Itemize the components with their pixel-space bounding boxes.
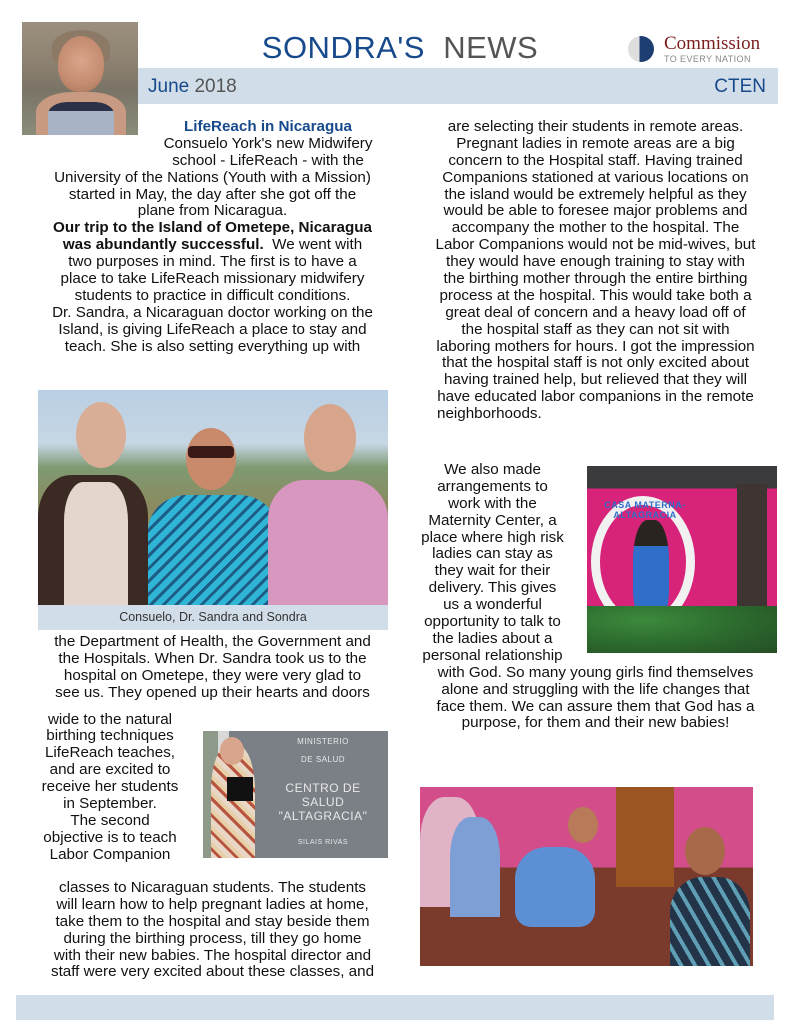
- text-line: place to take LifeReach missionary midwifery: [60, 270, 365, 288]
- article-left-after-photo: [20, 634, 405, 702]
- health-center-photo: [203, 731, 388, 858]
- bold-phrase: was abundantly successful.: [62, 236, 264, 254]
- footer-bar: [16, 995, 774, 1020]
- text-line: ladies can stay as: [432, 545, 553, 563]
- text-line: University of the Nations (Youth with a Mission): [54, 168, 371, 186]
- maternity-center-photo: [587, 466, 777, 653]
- text-line: will learn how to help pregnant ladies at home,: [56, 895, 369, 913]
- text-line: laboring mothers for hours. I got the impression: [436, 337, 755, 355]
- text-line: hospital on Ometepe, they were very glad to: [63, 666, 362, 684]
- text-line: students to practice in difficult conditions.: [74, 286, 351, 304]
- text-line: Consuelo York's new Midwifery: [163, 134, 373, 152]
- article-heading: LifeReach in Nicaragua: [184, 118, 352, 135]
- text-line: started in May, the day after she got off the: [68, 185, 357, 203]
- text-line: school - LifeReach - with the: [172, 151, 364, 169]
- text-line: classes to Nicaraguan students. The students: [58, 879, 367, 896]
- person-blue-dress: [515, 847, 595, 927]
- person-left-shirt: [64, 482, 128, 605]
- text-line: purpose, for them and their new babies!: [461, 714, 730, 732]
- article-intro: [20, 170, 405, 356]
- black-folder: [227, 777, 253, 801]
- text-line: plane from Nicaragua.: [137, 202, 288, 220]
- photo-caption: Consuelo, Dr. Sandra and Sondra: [38, 605, 388, 630]
- text-line: would be able to foresee major problems and: [443, 202, 748, 220]
- text-line: Maternity Center, a: [428, 511, 557, 529]
- text-line: LifeReach teaches,: [44, 744, 176, 762]
- person-middle-shirt: [148, 495, 278, 605]
- text-line: wide to the natural: [47, 710, 173, 728]
- text-line: personal relationship: [422, 646, 563, 664]
- issue-date: [148, 77, 237, 97]
- text-line: they wait for their: [434, 562, 551, 580]
- text-line: Island, is giving LifeReach a place to stay and: [58, 320, 367, 338]
- text-line: with their new babies. The hospital director and: [53, 946, 372, 964]
- text-line: The second: [70, 811, 150, 829]
- text-line: [20, 237, 405, 254]
- article-left-narrow: [30, 712, 190, 864]
- text-line: the Hospitals. When Dr. Sandra took us to the: [58, 649, 367, 667]
- article-right-narrow: [405, 462, 580, 665]
- text-line: Pregnant ladies in remote areas are a big: [456, 134, 735, 152]
- person-face: [568, 807, 598, 843]
- text-line: opportunity to talk to: [424, 613, 561, 631]
- text-line: receive her students: [41, 778, 179, 796]
- text-line: in September.: [63, 795, 157, 813]
- text-line: take them to the hospital and stay beside them: [55, 912, 370, 930]
- globe-logo-icon: [628, 36, 654, 62]
- logo-tagline: TO EVERY NATION: [664, 54, 751, 64]
- sunglasses: [188, 446, 234, 458]
- article-right-top: [403, 119, 788, 423]
- sign-line: CENTRO DE SALUD: [285, 781, 361, 809]
- text-line: process at the hospital. This would take both a: [439, 286, 752, 304]
- person-left-face: [76, 402, 126, 468]
- text-line: have educated labor companions in the remote: [437, 388, 754, 406]
- text-line: the Department of Health, the Government and: [54, 633, 371, 650]
- text-line: place where high risk: [421, 528, 564, 546]
- text-line: and are excited to: [49, 761, 171, 779]
- person-middle-face: [186, 428, 236, 490]
- text-phrase: We went with: [263, 236, 363, 254]
- text-line: neighborhoods.: [437, 405, 542, 423]
- text-line: arrangements to: [437, 477, 548, 495]
- person-face: [220, 737, 244, 765]
- text-line: the hospital staff as they can not sit with: [461, 320, 730, 338]
- text-line: see us. They opened up their hearts and doors: [55, 683, 370, 701]
- logo-name: Commission: [664, 33, 761, 54]
- org-abbrev: CTEN: [714, 76, 766, 97]
- issue-month: June: [148, 76, 190, 97]
- title-part-2: NEWS: [443, 30, 539, 65]
- text-line: are selecting their students in remote areas.: [447, 118, 744, 135]
- sign-line: SILAIS RIVAS: [297, 839, 349, 846]
- article-intro-beside-portrait: [148, 119, 388, 170]
- sign-line: DE SALUD: [300, 755, 345, 764]
- text-line-bold: Our trip to the Island of Ometepe, Nicaragua: [53, 219, 372, 237]
- text-line: concern to the Hospital staff. Having trained: [448, 151, 743, 169]
- portrait-top: [48, 102, 114, 135]
- text-line: Labor Companions would not be mid-wives, but: [435, 236, 756, 254]
- person-right-face: [304, 404, 356, 472]
- person-blue-shirt: [450, 817, 500, 917]
- text-line: face them. We can assure them that God has a: [436, 697, 755, 715]
- text-line: Labor Companion: [49, 845, 171, 863]
- text-line: birthing techniques: [46, 727, 174, 745]
- issue-year: 2018: [194, 76, 237, 97]
- text-line: work with the: [448, 494, 537, 512]
- text-line: accompany the mother to the hospital. The: [451, 219, 740, 237]
- commission-logo: [628, 34, 778, 68]
- sign-line: MINISTERIO: [297, 737, 349, 746]
- text-line: the ladies about a: [432, 629, 553, 647]
- text-line: We also made: [444, 461, 541, 478]
- rocking-chairs-photo: [420, 787, 753, 966]
- pregnant-lady-mural: [633, 520, 669, 620]
- group-photo: [38, 390, 388, 605]
- potted-plants: [587, 606, 777, 653]
- text-line: they would have enough training to stay with: [446, 253, 745, 271]
- person-face: [685, 827, 725, 875]
- maternity-sign-text: CASA MATERNA-ALTAGRACIA: [604, 500, 686, 520]
- text-line: the birthing mother through the entire birthing: [443, 270, 748, 288]
- text-line: having trained help, but relieved that they will: [443, 371, 748, 389]
- person-right-shirt: [268, 480, 388, 605]
- text-line: that the hospital staff is not only excited about: [441, 354, 750, 372]
- date-band: [138, 68, 778, 104]
- sign-line: "ALTAGRACIA": [278, 809, 368, 823]
- text-line: delivery. This gives: [428, 579, 557, 597]
- article-left-bottom: [20, 880, 405, 981]
- text-line: Companions stationed at various locations on: [442, 168, 749, 186]
- text-line: with God. So many young girls find themselves: [437, 663, 754, 681]
- text-line: us a wonderful: [443, 596, 542, 614]
- text-line: teach. She is also setting everything up with: [64, 337, 361, 355]
- text-line: the island would be extremely helpful as they: [444, 185, 747, 203]
- text-line: alone and struggling with the life changes that: [441, 680, 750, 698]
- title-part-1: SONDRA'S: [261, 30, 425, 65]
- text-line: Dr. Sandra, a Nicaraguan doctor working on the: [52, 303, 373, 321]
- text-line: objective is to teach: [43, 828, 177, 846]
- text-line: great deal of concern and a heavy load off of: [445, 303, 746, 321]
- text-line: two purposes in mind. The first is to have a: [68, 253, 357, 271]
- text-line: during the birthing process, till they go home: [63, 929, 362, 947]
- article-right-bottom: [403, 665, 788, 733]
- text-line: staff were very excited about these classes, and: [50, 963, 375, 981]
- door: [737, 484, 767, 614]
- wooden-door: [616, 787, 674, 887]
- person-patterned-dress: [670, 877, 750, 966]
